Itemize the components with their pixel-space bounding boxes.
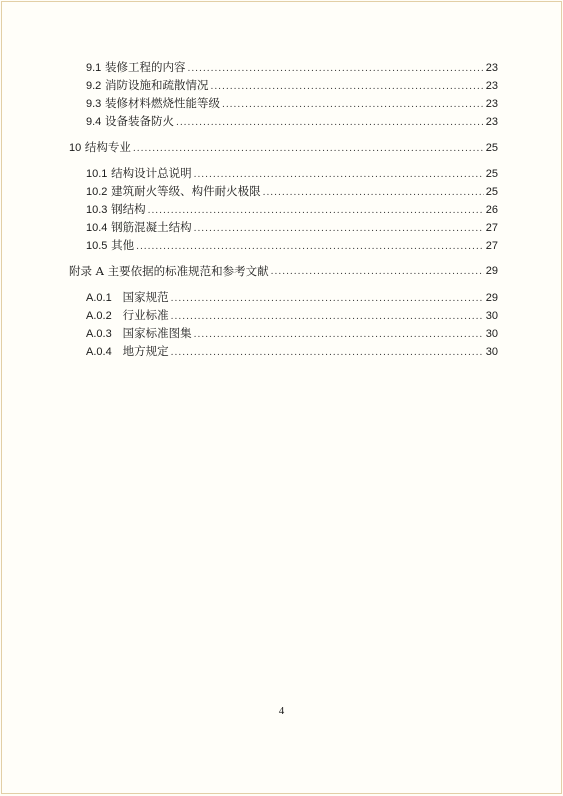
- toc-leader-dots: [222, 99, 484, 111]
- toc-leader-dots: [171, 311, 484, 323]
- toc-page-number: 27: [485, 222, 498, 234]
- toc-leader-dots: [136, 241, 484, 253]
- toc-entry-label: 10.4 钢筋混凝土结构: [86, 220, 192, 234]
- document-page: [1, 1, 562, 794]
- toc-leader-dots: [187, 63, 483, 75]
- toc-entry-label: 10.2 建筑耐火等级、构件耐火极限: [86, 184, 261, 198]
- toc-entry-a-0-4[interactable]: [86, 344, 498, 359]
- toc-leader-dots: [194, 223, 484, 235]
- toc-entry-label: 9.2 消防设施和疏散情况: [86, 78, 209, 92]
- toc-leader-dots: [271, 266, 484, 278]
- toc-page-number: 23: [485, 116, 498, 128]
- toc-leader-dots: [176, 117, 484, 129]
- toc-entry-9-1[interactable]: [86, 60, 498, 75]
- toc-entry-appendix-a[interactable]: [69, 264, 498, 278]
- toc-entry-9-4[interactable]: [86, 114, 498, 129]
- toc-page-number: 25: [485, 186, 498, 198]
- toc-leader-dots: [194, 329, 484, 341]
- toc-entry-label: A.0.2 行业标准: [86, 308, 169, 322]
- toc-entry-label: 9.1 装修工程的内容: [86, 60, 186, 74]
- toc-page-number: 29: [485, 292, 498, 304]
- toc-entry-a-0-2[interactable]: [86, 308, 498, 323]
- toc-page-number: 30: [485, 328, 498, 340]
- toc-leader-dots: [171, 347, 484, 359]
- toc-leader-dots: [148, 205, 484, 217]
- toc-leader-dots: [210, 81, 483, 93]
- toc-page-number: 25: [485, 168, 498, 180]
- toc-leader-dots: [171, 293, 484, 305]
- toc-entry-10-5[interactable]: [86, 238, 498, 253]
- toc-leader-dots: [263, 187, 484, 199]
- toc-entry-label: A.0.1 国家规范: [86, 290, 169, 304]
- toc-entry-a-0-3[interactable]: [86, 326, 498, 341]
- toc-entry-10[interactable]: [69, 140, 498, 155]
- toc-entry-label: 10.5 其他: [86, 238, 135, 252]
- toc-entry-9-2[interactable]: [86, 78, 498, 93]
- toc-entry-label: 10.3 钢结构: [86, 202, 146, 216]
- toc-leader-dots: [133, 143, 484, 155]
- toc-entry-label: 10.1 结构设计总说明: [86, 166, 192, 180]
- toc-entry-10-3[interactable]: [86, 202, 498, 217]
- toc-page-number: 23: [485, 80, 498, 92]
- toc-entry-10-4[interactable]: [86, 220, 498, 235]
- toc-page-number: 25: [485, 142, 498, 154]
- toc-entry-label: 10 结构专业: [69, 140, 131, 154]
- toc-page-number: 27: [485, 240, 498, 252]
- toc-leader-dots: [194, 169, 484, 181]
- toc-page-number: 30: [485, 346, 498, 358]
- toc-entry-label: A.0.4 地方规定: [86, 344, 169, 358]
- toc-entry-a-0-1[interactable]: [86, 290, 498, 305]
- toc-entry-label: 9.4 设备装备防火: [86, 114, 174, 128]
- toc-entry-10-2[interactable]: [86, 184, 498, 199]
- toc-entry-label: A.0.3 国家标准图集: [86, 326, 192, 340]
- toc-page-number: 30: [485, 310, 498, 322]
- toc-page-number: 26: [485, 204, 498, 216]
- toc-entry-10-1[interactable]: [86, 166, 498, 181]
- toc-entry-label: 附录 A 主要依据的标准规范和参考文献: [69, 264, 269, 278]
- toc-entry-9-3[interactable]: [86, 96, 498, 111]
- toc-page-number: 29: [485, 265, 498, 277]
- toc-page-number: 23: [485, 62, 498, 74]
- page-number: 4: [278, 705, 285, 717]
- toc-entry-label: 9.3 装修材料燃烧性能等级: [86, 96, 220, 110]
- toc-page-number: 23: [485, 98, 498, 110]
